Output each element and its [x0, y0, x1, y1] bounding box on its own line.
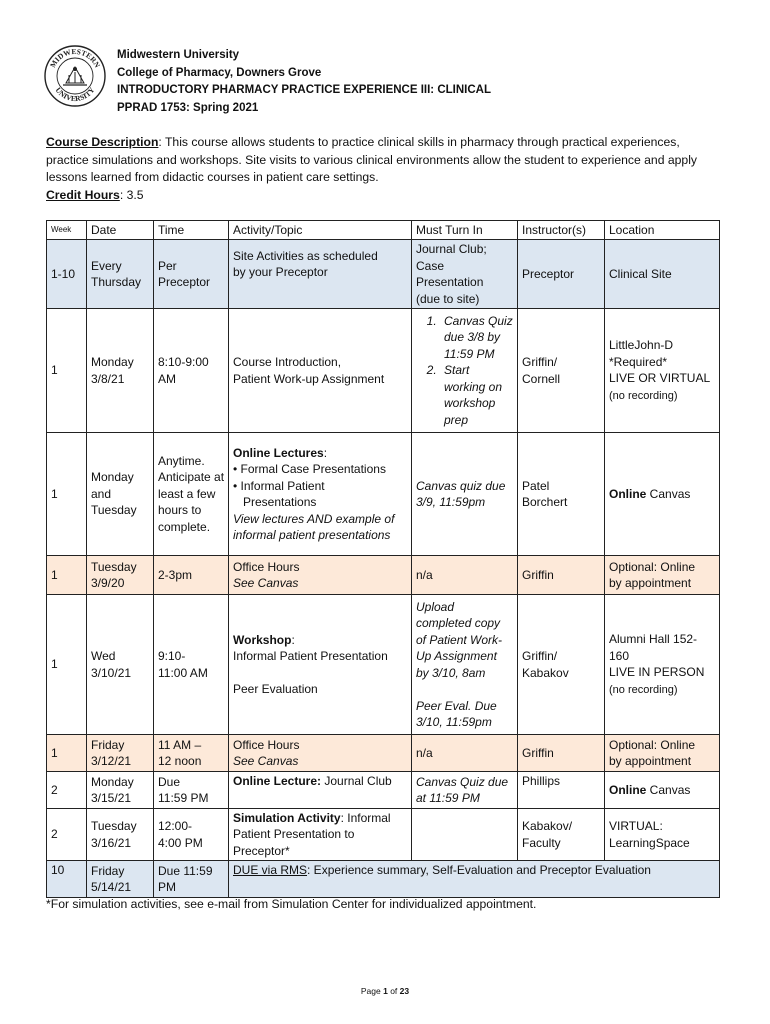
activity-bullet-cont: Presentations: [243, 495, 317, 509]
list-item: 2. Start working on workshop prep: [440, 362, 514, 428]
description-text: : This course allows students to practice clinical skills in pharmacy through practical experiences, practice simulations and workshops. Site visits to various clinical environments allow the student to experience and apply lessons learned from didactic courses in patient care settings.: [46, 135, 698, 185]
activity-colon: :: [323, 445, 328, 460]
cell-week: 2: [47, 808, 87, 860]
cell-time: [154, 308, 229, 432]
turn-in-line: of Patient Work-: [416, 632, 503, 647]
table-header-row: [47, 221, 720, 240]
cell-time: [154, 734, 229, 771]
turn-in-line: at 11:59 PM: [416, 791, 480, 805]
location-line: Optional: Online: [609, 737, 696, 752]
date-line: Tuesday: [91, 819, 137, 833]
location-line: Optional: Online: [609, 559, 696, 574]
turn-in-line: Up Assignment: [416, 649, 497, 663]
time-line: 11 AM –: [158, 737, 202, 752]
cell-activity: [229, 771, 412, 808]
cell-location: [605, 734, 720, 771]
table-row: [47, 594, 720, 734]
credit-hours-label: Credit Hours: [46, 187, 120, 202]
header-date: Date: [87, 221, 154, 240]
activity-line: Peer Evaluation: [233, 682, 318, 696]
date-line: Monday: [91, 774, 134, 789]
activity-line: Office Hours: [233, 559, 300, 574]
instructor-line: Faculty: [522, 835, 561, 850]
cell-instructor: Preceptor: [518, 239, 605, 308]
activity-label: Online Lectures: [233, 445, 324, 460]
date-line: Friday: [91, 737, 125, 752]
cell-turn-in: [412, 594, 518, 734]
instructor-line: Kabakov/: [522, 819, 573, 833]
cell-time: 2-3pm: [154, 555, 229, 594]
location-bold: Online: [609, 782, 647, 797]
cell-turn-in: [412, 808, 518, 860]
activity-label: Simulation Activity: [233, 810, 341, 825]
cell-turn-in: [412, 771, 518, 808]
cell-week: 1: [47, 308, 87, 432]
page-current: 1: [383, 986, 388, 996]
date-line: Monday: [91, 470, 134, 485]
location-line: by appointment: [609, 576, 692, 590]
cell-date: [87, 734, 154, 771]
turn-in-line: 3/10, 11:59pm: [416, 715, 492, 729]
activity-label: Workshop: [233, 632, 292, 647]
time-line: 12:00-: [158, 819, 193, 833]
turn-in-line: Peer Eval. Due: [416, 698, 497, 713]
cell-date: [87, 594, 154, 734]
instructor-line: Cornell: [522, 371, 561, 386]
location-line: LIVE IN PERSON: [609, 665, 705, 679]
cell-week: 1: [47, 555, 87, 594]
turn-in-line: Canvas Quiz due: [416, 774, 509, 789]
time-line: 8:10-9:00: [158, 355, 209, 369]
date-line: 5/14/21: [91, 880, 132, 894]
cell-activity: [229, 308, 412, 432]
time-line: 4:00 PM: [158, 835, 203, 850]
location-line: LearningSpace: [609, 835, 690, 850]
course-header: [117, 47, 491, 117]
activity-line: Office Hours: [233, 737, 300, 752]
location-line: *Required*: [609, 354, 668, 369]
cell-time: [154, 860, 229, 897]
location-line: (no recording): [609, 389, 678, 402]
activity-line: See Canvas: [233, 576, 299, 590]
rms-label: DUE via RMS: [233, 862, 308, 877]
time-line: 11:00 AM: [158, 665, 208, 680]
schedule-table: [46, 220, 720, 898]
turn-in-line: completed copy: [416, 616, 501, 630]
turn-in-line: Journal Club;: [416, 242, 487, 256]
university-name: Midwestern University: [117, 49, 240, 61]
table-row: [47, 432, 720, 555]
activity-line: See Canvas: [233, 754, 299, 768]
instructor-line: Patel: [522, 478, 550, 493]
time-line: AM: [158, 371, 176, 386]
cell-activity: [229, 239, 412, 308]
bullet-icon: •: [233, 478, 238, 493]
cell-location: [605, 555, 720, 594]
location-rest: Canvas: [646, 782, 691, 797]
list-item: 1. Canvas Quiz due 3/8 by 11:59 PM: [440, 313, 514, 363]
table-row: [47, 860, 720, 897]
activity-rest: Journal Club: [321, 773, 392, 788]
date-line: 3/15/21: [91, 791, 132, 805]
footnote: *For simulation activities, see e-mail from Simulation Center for individualized appointment.: [46, 897, 537, 911]
cell-week: 1: [47, 734, 87, 771]
cell-activity: [229, 808, 412, 860]
table-row: [47, 808, 720, 860]
date-line: 3/8/21: [91, 371, 125, 386]
cell-date: [87, 555, 154, 594]
date-line: 3/9/20: [91, 576, 125, 590]
location-line: LIVE OR VIRTUAL: [609, 371, 711, 385]
cell-location: [605, 771, 720, 808]
cell-time: [154, 594, 229, 734]
instructor-line: Griffin/: [522, 649, 558, 663]
turn-in-line: Case: [416, 258, 445, 273]
cell-instructor: [518, 308, 605, 432]
table-row: [47, 771, 720, 808]
cell-activity: [229, 594, 412, 734]
activity-line: Course Introduction,: [233, 355, 342, 369]
location-bold: Online: [609, 486, 647, 501]
header-instructor: Instructor(s): [518, 221, 605, 240]
description-label: Course Description: [46, 135, 159, 149]
cell-location: [605, 432, 720, 555]
university-seal-logo: [44, 45, 106, 107]
cell-turn-in: [412, 308, 518, 432]
cell-activity: [229, 734, 412, 771]
svg-text:UNIVERSITY: UNIVERSITY: [53, 85, 97, 104]
cell-date: [87, 808, 154, 860]
date-line: 3/10/21: [91, 665, 132, 680]
turn-in-list: [416, 313, 514, 429]
instructor-line: Griffin/: [522, 355, 558, 369]
cell-date: [87, 771, 154, 808]
cell-week: 1: [47, 432, 87, 555]
date-line: Tuesday: [91, 559, 137, 574]
table-row: [47, 308, 720, 432]
date-line: Monday: [91, 355, 134, 369]
course-description: [46, 134, 718, 204]
cell-week: 10: [47, 860, 87, 897]
location-line: by appointment: [609, 754, 692, 768]
date-line: Wed: [91, 649, 116, 663]
location-line: (no recording): [609, 683, 678, 696]
cell-time: Anytime. Anticipate at least a few hours to complete.: [154, 432, 229, 555]
activity-line: Site Activities as scheduled: [233, 248, 378, 263]
cell-date: [87, 860, 154, 897]
cell-week: 2: [47, 771, 87, 808]
cell-activity: [229, 432, 412, 555]
date-line: Every: [91, 258, 122, 273]
bullet-icon: •: [233, 462, 238, 476]
time-line: 9:10-: [158, 649, 186, 663]
location-line: VIRTUAL:: [609, 819, 663, 833]
table-row: [47, 555, 720, 594]
activity-line: Patient Work-up Assignment: [233, 371, 385, 386]
page-prefix: Page: [360, 986, 384, 996]
page-number: [0, 986, 770, 996]
cell-time: [154, 239, 229, 308]
svg-text:MIDWESTERN: MIDWESTERN: [48, 46, 102, 70]
cell-location: [605, 308, 720, 432]
turn-in-line: by 3/10, 8am: [416, 665, 486, 680]
date-line: and: [91, 486, 112, 501]
cell-instructor: [518, 808, 605, 860]
location-rest: Canvas: [646, 486, 691, 501]
activity-label: Online Lecture:: [233, 773, 322, 788]
activity-bullet: Informal Patient: [240, 478, 325, 493]
cell-date: [87, 432, 154, 555]
turn-in-line: (due to site): [416, 291, 480, 306]
cell-week: 1: [47, 594, 87, 734]
page-mid: of: [387, 986, 400, 996]
cell-location: [605, 594, 720, 734]
header-activity: Activity/Topic: [229, 221, 412, 240]
cell-activity: [229, 555, 412, 594]
cell-date: [87, 308, 154, 432]
time-line: Per: [158, 258, 177, 273]
rms-text: : Experience summary, Self-Evaluation and Preceptor Evaluation: [307, 862, 651, 877]
table-row: [47, 734, 720, 771]
cell-time: [154, 808, 229, 860]
turn-in-line: Upload: [416, 599, 455, 614]
page-total: 23: [399, 986, 410, 996]
header-turn-in: Must Turn In: [412, 221, 518, 240]
time-line: 11:59 PM: [158, 791, 209, 805]
time-line: PM: [158, 880, 176, 894]
course-title: INTRODUCTORY PHARMACY PRACTICE EXPERIENCE III: CLINICAL: [117, 84, 491, 96]
activity-line: Informal Patient Presentation: [233, 649, 388, 663]
cell-instructor: [518, 594, 605, 734]
cell-turn-in: n/a: [412, 734, 518, 771]
activity-rest: : Informal Patient Presentation to Preceptor*: [233, 810, 391, 858]
location-line: Alumni Hall 152-: [609, 632, 698, 646]
activity-bullet: Formal Case Presentations: [240, 462, 386, 476]
college-name: College of Pharmacy, Downers Grove: [117, 66, 322, 79]
date-line: 3/16/21: [91, 835, 132, 850]
course-code: PPRAD 1753: Spring 2021: [117, 101, 259, 114]
location-line: 160: [609, 648, 630, 663]
date-line: Thursday: [91, 275, 142, 289]
date-line: Tuesday: [91, 503, 137, 518]
header-week: Week: [47, 221, 87, 240]
cell-span-note: [229, 860, 720, 897]
date-line: 3/12/21: [91, 754, 132, 768]
cell-week: 1-10: [47, 239, 87, 308]
cell-time: [154, 771, 229, 808]
instructor-line: Borchert: [522, 495, 568, 509]
date-line: Friday: [91, 863, 125, 878]
cell-turn-in: [412, 432, 518, 555]
cell-location: Clinical Site: [605, 239, 720, 308]
time-line: 12 noon: [158, 754, 202, 768]
cell-instructor: Phillips: [518, 771, 605, 808]
header-time: Time: [154, 221, 229, 240]
turn-in-line: 3/9, 11:59pm: [416, 495, 486, 509]
table-row: [47, 239, 720, 308]
cell-instructor: Griffin: [518, 555, 605, 594]
instructor-line: Kabakov: [522, 665, 569, 680]
cell-turn-in: [412, 239, 518, 308]
credit-hours-value: : 3.5: [119, 187, 144, 202]
turn-in-line: Presentation: [416, 275, 484, 289]
cell-location: [605, 808, 720, 860]
time-line: Due 11:59: [158, 863, 213, 878]
activity-line: by your Preceptor: [233, 265, 328, 279]
cell-instructor: Griffin: [518, 734, 605, 771]
activity-colon: :: [291, 632, 295, 647]
cell-instructor: [518, 432, 605, 555]
header-location: Location: [605, 221, 720, 240]
turn-in-line: Canvas quiz due: [416, 478, 506, 493]
time-line: Due: [158, 774, 181, 789]
time-line: Preceptor: [158, 275, 211, 289]
cell-turn-in: n/a: [412, 555, 518, 594]
activity-note: View lectures AND example of informal patient presentations: [233, 511, 395, 542]
location-line: LittleJohn-D: [609, 338, 674, 352]
cell-date: [87, 239, 154, 308]
